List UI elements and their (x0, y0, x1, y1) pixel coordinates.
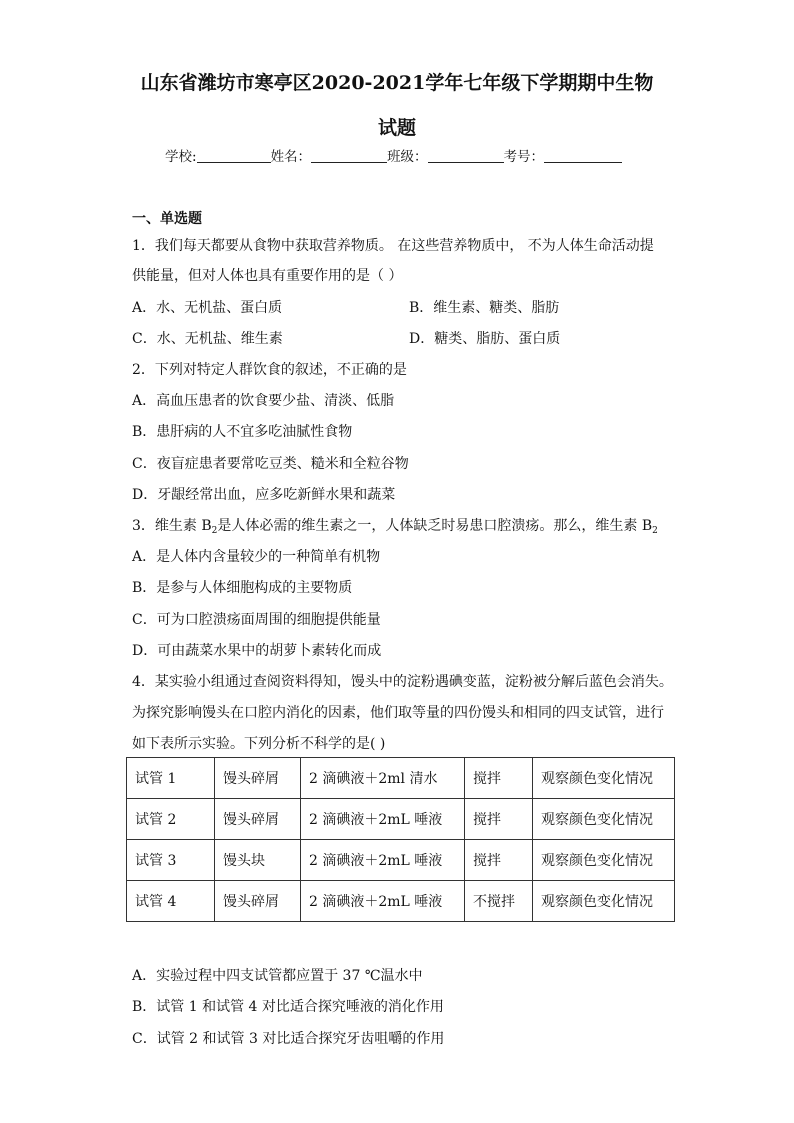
q2-option-d: D．牙龈经常出血，应多吃新鲜水果和蔬菜 (132, 487, 396, 503)
table-cell: 搅拌 (465, 758, 533, 799)
q4-option-c: C．试管 2 和试管 3 对比适合探究牙齿咀嚼的作用 (132, 1031, 445, 1047)
table-cell: 观察颜色变化情况 (533, 758, 675, 799)
table-cell: 2 滴碘液＋2ml 清水 (301, 758, 465, 799)
table-cell: 2 滴碘液＋2mL 唾液 (301, 881, 465, 922)
table-cell: 搅拌 (465, 840, 533, 881)
table-cell: 2 滴碘液＋2mL 唾液 (301, 799, 465, 840)
q4-stem-line3: 如下表所示实验。下列分析不科学的是( ) (132, 736, 386, 752)
table-cell: 观察颜色变化情况 (533, 881, 675, 922)
q3-stem-part1: 3．维生素 B (132, 518, 212, 534)
table-cell: 馒头碎屑 (215, 799, 301, 840)
table-cell: 2 滴碘液＋2mL 唾液 (301, 840, 465, 881)
table-row (127, 799, 675, 840)
name-label: 姓名： (270, 149, 312, 165)
q4-option-b: B．试管 1 和试管 4 对比适合探究唾液的消化作用 (132, 999, 444, 1015)
student-info-line (165, 145, 622, 165)
table-cell: 观察颜色变化情况 (533, 840, 675, 881)
q4-stem-line1: 4．某实验小组通过查阅资料得知，馒头中的淀粉遇碘变蓝，淀粉被分解后蓝色会消失。 (132, 674, 673, 690)
table-row (127, 840, 675, 881)
exam-no-blank[interactable] (544, 148, 622, 163)
q2-option-c: C．夜盲症患者要常吃豆类、糙米和全粒谷物 (132, 456, 409, 472)
class-label: 班级： (387, 149, 428, 165)
name-blank[interactable] (311, 148, 387, 163)
table-row (127, 881, 675, 922)
document-title-line2: 试题 (377, 117, 416, 139)
q3-subscript-1: 2 (211, 526, 218, 536)
experiment-table (126, 757, 675, 922)
table-cell: 试管 2 (127, 799, 215, 840)
q3-stem-part2: 是人体必需的维生素之一，人体缺乏时易患口腔溃疡。那么，维生素 B (217, 518, 653, 534)
exam-no-label: 考号： (503, 149, 545, 165)
q3-option-c: C．可为口腔溃疡面周围的细胞提供能量 (132, 612, 381, 628)
table-cell: 馒头碎屑 (215, 881, 301, 922)
section-title: 一、单选题 (132, 211, 202, 227)
table-cell: 试管 1 (127, 758, 215, 799)
q3-option-a: A．是人体内含量较少的一种简单有机物 (132, 549, 381, 565)
q3-subscript-2: 2 (652, 526, 658, 536)
q1-stem-line1: 1．我们每天都要从食物中获取营养物质。 在这些营养物质中， 不为人体生命活动提 (132, 238, 654, 254)
q1-option-c: C．水、无机盐、维生素 (132, 331, 283, 347)
q1-option-a: A．水、无机盐、蛋白质 (132, 300, 283, 316)
q3-option-d: D．可由蔬菜水果中的胡萝卜素转化而成 (132, 643, 382, 659)
table-cell: 馒头碎屑 (215, 758, 301, 799)
table-cell: 搅拌 (465, 799, 533, 840)
school-label: 学校: (165, 149, 197, 165)
q3-option-b: B．是参与人体细胞构成的主要物质 (132, 580, 353, 596)
q2-stem: 2．下列对特定人群饮食的叙述，不正确的是 (132, 362, 407, 378)
q4-option-a: A．实验过程中四支试管都应置于 37 ℃温水中 (132, 968, 423, 984)
table-cell: 试管 3 (127, 840, 215, 881)
q1-stem-line2: 供能量，但对人体也具有重要作用的是（ ） (132, 268, 403, 284)
table-row (127, 758, 675, 799)
q3-stem (132, 515, 658, 536)
class-blank[interactable] (428, 148, 504, 163)
table-cell: 馒头块 (215, 840, 301, 881)
table-cell: 不搅拌 (465, 881, 533, 922)
q2-option-b: B．患肝病的人不宜多吃油腻性食物 (132, 424, 353, 440)
q4-stem-line2: 为探究影响馒头在口腔内消化的因素，他们取等量的四份馒头和相同的四支试管，进行 (132, 705, 664, 721)
q1-option-b: B．维生素、糖类、脂肪 (409, 300, 560, 316)
school-blank[interactable] (197, 148, 271, 163)
q1-option-d: D．糖类、脂肪、蛋白质 (409, 331, 561, 347)
document-title-line1: 山东省潍坊市寒亭区2020-2021学年七年级下学期期中生物 (140, 72, 654, 94)
table-cell: 试管 4 (127, 881, 215, 922)
q2-option-a: A．高血压患者的饮食要少盐、清淡、低脂 (132, 393, 395, 409)
table-cell: 观察颜色变化情况 (533, 799, 675, 840)
